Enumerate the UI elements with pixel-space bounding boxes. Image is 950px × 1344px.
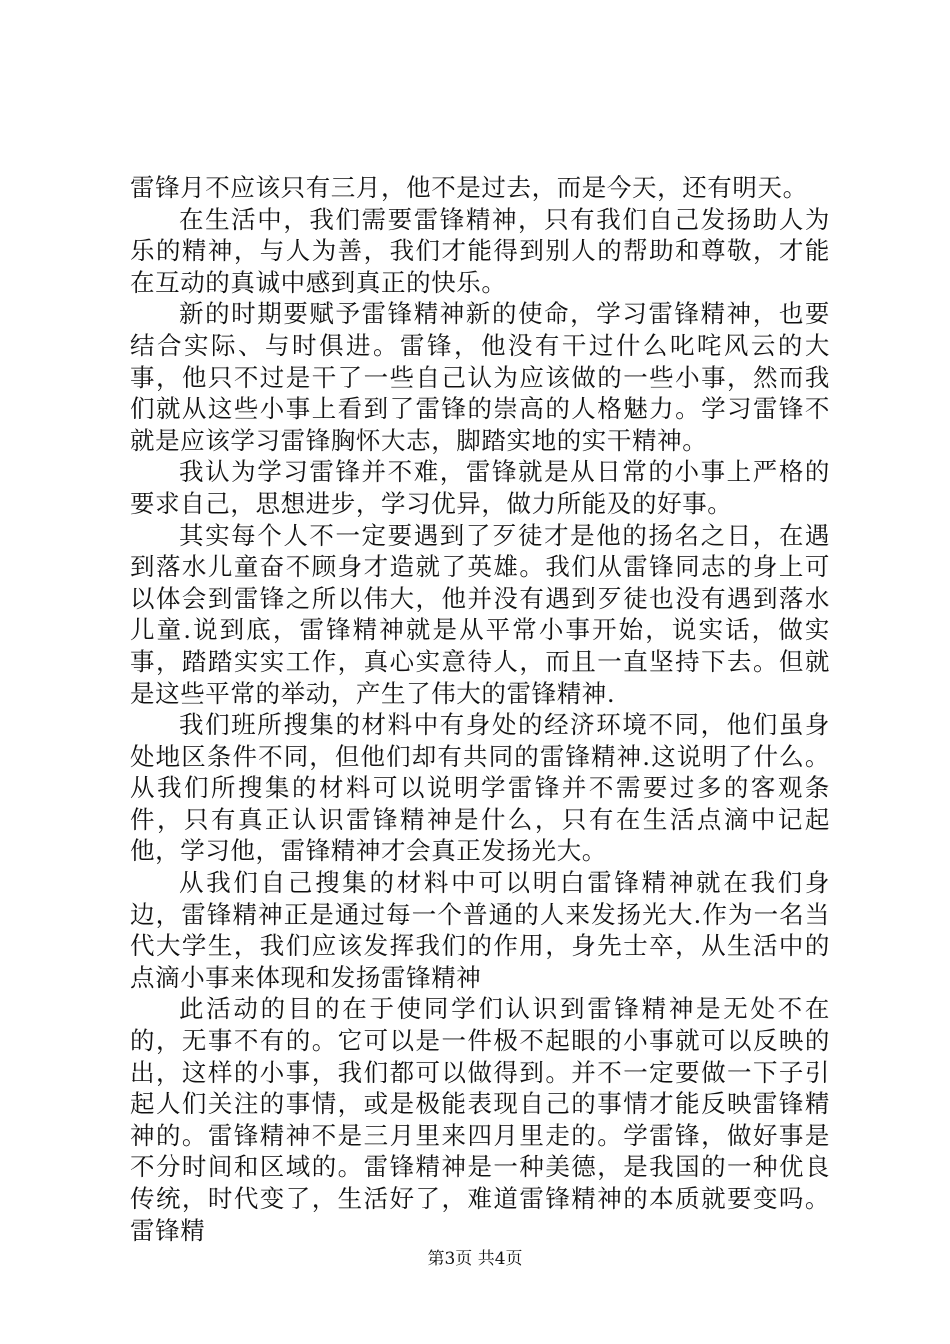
paragraph: 从我们自己搜集的材料中可以明白雷锋精神就在我们身边，雷锋精神正是通过每一个普通的人来发扬光大.作为一名当代大学生，我们应该发挥我们的作用，身先士卒，从生活中的点滴小事来体现和发扬雷锋精神 bbox=[130, 868, 830, 992]
paragraph: 我们班所搜集的材料中有身处的经济环境不同，他们虽身处地区条件不同，但他们却有共同的雷锋精神.这说明了什么。从我们所搜集的材料可以说明学雷锋并不需要过多的客观条件，只有真正认识雷锋精神是什么，只有在生活点滴中记起他，学习他，雷锋精神才会真正发扬光大。 bbox=[130, 710, 830, 866]
paragraph: 在生活中，我们需要雷锋精神，只有我们自己发扬助人为乐的精神，与人为善，我们才能得到别人的帮助和尊敬，才能在互动的真诚中感到真正的快乐。 bbox=[130, 204, 830, 297]
page-number-footer: 第3页 共4页 bbox=[427, 1249, 523, 1269]
paragraph: 新的时期要赋予雷锋精神新的使命，学习雷锋精神，也要结合实际、与时俱进。雷锋，他没有干过什么叱咤风云的大事，他只不过是干了一些自己认为应该做的一些小事，然而我们就从这些小事上看到了雷锋的崇高的人格魅力。学习雷锋不就是应该学习雷锋胸怀大志，脚踏实地的实干精神。 bbox=[130, 299, 830, 455]
document-body bbox=[130, 172, 830, 1246]
paragraph: 我认为学习雷锋并不难，雷锋就是从日常的小事上严格的要求自己，思想进步，学习优异，做力所能及的好事。 bbox=[130, 457, 830, 518]
paragraph: 此活动的目的在于使同学们认识到雷锋精神是无处不在的，无事不有的。它可以是一件极不起眼的小事就可以反映的出，这样的小事，我们都可以做得到。并不一定要做一下子引起人们关注的事情，或是极能表现自己的事情才能反映雷锋精神的。雷锋精神不是三月里来四月里走的。学雷锋，做好事是不分时间和区域的。雷锋精神是一种美德，是我国的一种优良传统，时代变了，生活好了，难道雷锋精神的本质就要变吗。雷锋精 bbox=[130, 994, 830, 1245]
paragraph: 其实每个人不一定要遇到了歹徒才是他的扬名之日，在遇到落水儿童奋不顾身才造就了英雄。我们从雷锋同志的身上可以体会到雷锋之所以伟大，他并没有遇到歹徒也没有遇到落水儿童.说到底，雷锋精神就是从平常小事开始，说实话，做实事，踏踏实实工作，真心实意待人，而且一直坚持下去。但就是这些平常的举动，产生了伟大的雷锋精神. bbox=[130, 520, 830, 708]
paragraph: 雷锋月不应该只有三月，他不是过去，而是今天，还有明天。 bbox=[130, 173, 808, 202]
